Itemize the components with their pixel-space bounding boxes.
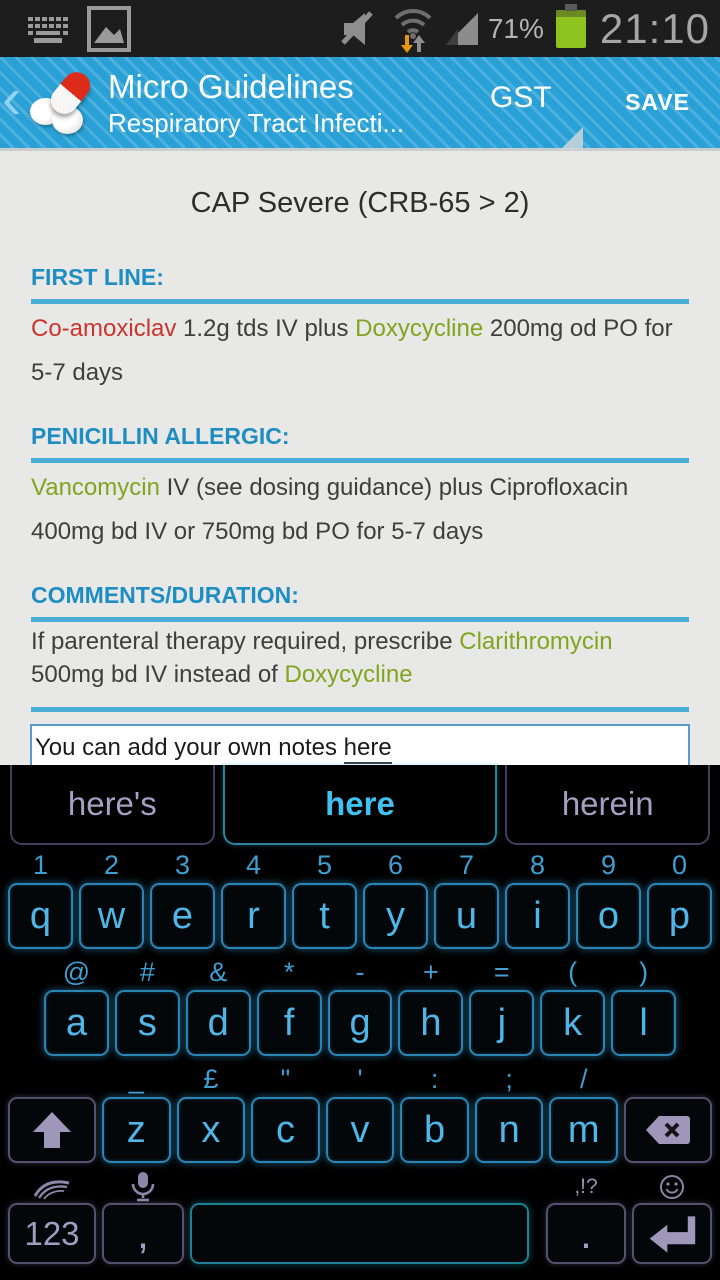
page-title: Micro Guidelines	[108, 67, 354, 105]
key-v[interactable]: v	[326, 1097, 395, 1163]
suggestion-chip[interactable]: herein	[505, 765, 710, 845]
key-alt-label: =	[493, 957, 510, 987]
key-cell	[475, 1064, 544, 1163]
key-cell	[150, 850, 215, 949]
key-g[interactable]: g	[328, 990, 393, 1056]
key-alt-label: :	[430, 1064, 439, 1094]
guideline-content	[0, 151, 720, 765]
suggestion-chip[interactable]: here	[223, 765, 498, 845]
key-cell	[251, 1064, 320, 1163]
guideline-section	[31, 423, 689, 554]
key-alt-label: @	[62, 957, 91, 987]
key-cell	[647, 850, 712, 949]
key-alt-label: /	[580, 1064, 588, 1094]
section-text	[31, 466, 689, 554]
space-key[interactable]	[190, 1203, 529, 1264]
key-o[interactable]: o	[576, 883, 641, 949]
key-alt-label: 1	[32, 850, 49, 880]
key-y[interactable]: y	[363, 883, 428, 949]
key-alt-label: 4	[245, 850, 262, 880]
key-cell	[44, 957, 109, 1056]
drug-name: Clarithromycin	[459, 627, 613, 655]
key-cell	[505, 850, 570, 949]
section-heading: COMMENTS/DURATION:	[31, 581, 299, 608]
section-heading: FIRST LINE:	[31, 264, 164, 290]
key-alt-label: #	[139, 957, 155, 987]
punctuation-hint: ,!?	[574, 1175, 598, 1198]
key-b[interactable]: b	[400, 1097, 469, 1163]
key-cell	[115, 957, 180, 1056]
key-cell	[328, 957, 393, 1056]
key-cell	[177, 1064, 246, 1163]
key-alt-label: 7	[458, 850, 475, 880]
signal-icon	[444, 11, 480, 47]
swype-icon	[31, 1174, 73, 1200]
section-text	[31, 307, 689, 395]
key-alt-label: 2	[103, 850, 120, 880]
spinner-value: GST	[490, 81, 552, 114]
guideline-title: CAP Severe (CRB-65 > 2)	[190, 187, 530, 219]
key-cell	[363, 850, 428, 949]
period-key[interactable]: .	[546, 1203, 626, 1264]
text-segment: 500mg bd IV instead of	[31, 660, 285, 688]
key-u[interactable]: u	[434, 883, 499, 949]
guideline-section	[31, 582, 689, 712]
section-heading: PENICILLIN ALLERGIC:	[31, 422, 290, 449]
text-segment: 200mg od PO for 5-7 days	[31, 315, 673, 386]
back-button[interactable]: ‹	[2, 65, 22, 131]
key-e[interactable]: e	[150, 883, 215, 949]
key-x[interactable]: x	[177, 1097, 246, 1163]
enter-key[interactable]	[632, 1203, 712, 1264]
suggestion-chip[interactable]: here's	[10, 765, 215, 845]
key-alt-label: 6	[387, 850, 404, 880]
drug-name: Vancomycin	[31, 473, 160, 501]
key-alt-label: 9	[600, 850, 617, 880]
key-cell	[434, 850, 499, 949]
page-subtitle: Respiratory Tract Infecti...	[108, 107, 405, 138]
text-segment: 1.2g tds IV plus	[176, 315, 356, 342]
battery-percent: 71%	[487, 12, 544, 44]
key-cell	[576, 850, 641, 949]
shift-key[interactable]	[8, 1097, 96, 1163]
key-s[interactable]: s	[115, 990, 180, 1056]
section-divider	[31, 299, 689, 304]
shift-icon	[29, 1110, 75, 1150]
key-alt-label: (	[568, 957, 578, 987]
symbols-key[interactable]: 123	[8, 1203, 96, 1264]
key-alt-label: 0	[671, 850, 688, 880]
mic-icon	[129, 1171, 157, 1203]
key-cell	[469, 957, 534, 1056]
key-cell	[326, 1064, 395, 1163]
key-cell	[257, 957, 322, 1056]
key-alt-label: &	[209, 957, 228, 987]
key-alt-label: 8	[529, 850, 546, 880]
key-cell	[186, 957, 251, 1056]
key-cell	[540, 957, 605, 1056]
key-alt-label: '	[357, 1064, 363, 1094]
key-n[interactable]: n	[475, 1097, 544, 1163]
key-cell	[8, 850, 73, 949]
key-alt-label: 5	[316, 850, 333, 880]
section-text	[31, 625, 689, 691]
clock: 21:10	[599, 4, 710, 52]
text-segment: IV (see dosing guidance) plus Ciprofloxacin 400mg bd IV or 750mg bd PO for 5-7 days	[31, 473, 629, 545]
save-button[interactable]: SAVE	[625, 89, 690, 115]
key-d[interactable]: d	[186, 990, 251, 1056]
key-cell	[549, 1064, 618, 1163]
status-bar	[0, 0, 720, 57]
spinner-dropdown-icon	[560, 127, 583, 150]
suggestion-bar	[0, 765, 720, 850]
key-alt-label: £	[203, 1064, 219, 1094]
notes-composing-word: here	[344, 734, 392, 764]
keyboard-row-2	[0, 957, 720, 1064]
app-bar	[0, 57, 720, 148]
keyboard-status-icon	[24, 11, 72, 47]
section-divider	[31, 458, 689, 463]
guideline-section	[31, 264, 689, 395]
key-cell	[221, 850, 286, 949]
key-z[interactable]: z	[102, 1097, 171, 1163]
key-cell	[400, 1064, 469, 1163]
key-cell	[292, 850, 357, 949]
guideline-set-spinner[interactable]	[490, 81, 590, 137]
keyboard-row-3	[0, 1064, 720, 1171]
keyboard-bottom-row	[0, 1171, 720, 1272]
backspace-icon	[644, 1114, 692, 1146]
section-divider	[31, 617, 689, 622]
key-alt-label: +	[423, 957, 439, 987]
key-r[interactable]: r	[221, 883, 286, 949]
key-cell	[398, 957, 463, 1056]
app-pills-icon	[28, 70, 92, 136]
drug-name: Doxycycline	[355, 315, 484, 342]
key-cell	[79, 850, 144, 949]
notes-text: You can add your own notes	[35, 733, 344, 761]
backspace-key[interactable]	[624, 1097, 712, 1163]
drug-name: Doxycycline	[284, 660, 413, 688]
key-alt-label: "	[280, 1064, 291, 1094]
battery-icon	[556, 10, 586, 48]
key-c[interactable]: c	[251, 1097, 320, 1163]
key-alt-label: *	[283, 957, 295, 987]
key-t[interactable]: t	[292, 883, 357, 949]
enter-icon	[646, 1214, 698, 1254]
key-j[interactable]: j	[469, 990, 534, 1056]
mute-icon	[340, 9, 382, 49]
comma-key[interactable]: ,	[102, 1203, 184, 1264]
key-h[interactable]: h	[398, 990, 463, 1056]
gallery-icon	[86, 5, 132, 53]
key-alt-label: )	[639, 957, 649, 987]
key-i[interactable]: i	[505, 883, 570, 949]
key-alt-label: 3	[174, 850, 191, 880]
guideline-sections	[0, 264, 720, 712]
text-segment: If parenteral therapy required, prescribe	[31, 627, 460, 655]
keyboard-row-1	[0, 850, 720, 957]
section-divider	[31, 707, 689, 712]
key-cell	[611, 957, 676, 1056]
drug-name: Co-amoxiclav	[31, 315, 177, 342]
key-f[interactable]: f	[257, 990, 322, 1056]
smiley-icon	[659, 1174, 685, 1200]
key-p[interactable]: p	[647, 883, 712, 949]
key-m[interactable]: m	[549, 1097, 618, 1163]
wifi-icon	[390, 5, 436, 53]
key-alt-label: _	[128, 1064, 144, 1094]
key-cell	[102, 1064, 171, 1163]
key-a[interactable]: a	[44, 990, 109, 1056]
on-screen-keyboard	[0, 765, 720, 1280]
key-alt-label: ;	[505, 1064, 513, 1094]
key-w[interactable]: w	[79, 883, 144, 949]
key-l[interactable]: l	[611, 990, 676, 1056]
key-k[interactable]: k	[540, 990, 605, 1056]
key-q[interactable]: q	[8, 883, 73, 949]
key-alt-label: -	[355, 957, 365, 987]
